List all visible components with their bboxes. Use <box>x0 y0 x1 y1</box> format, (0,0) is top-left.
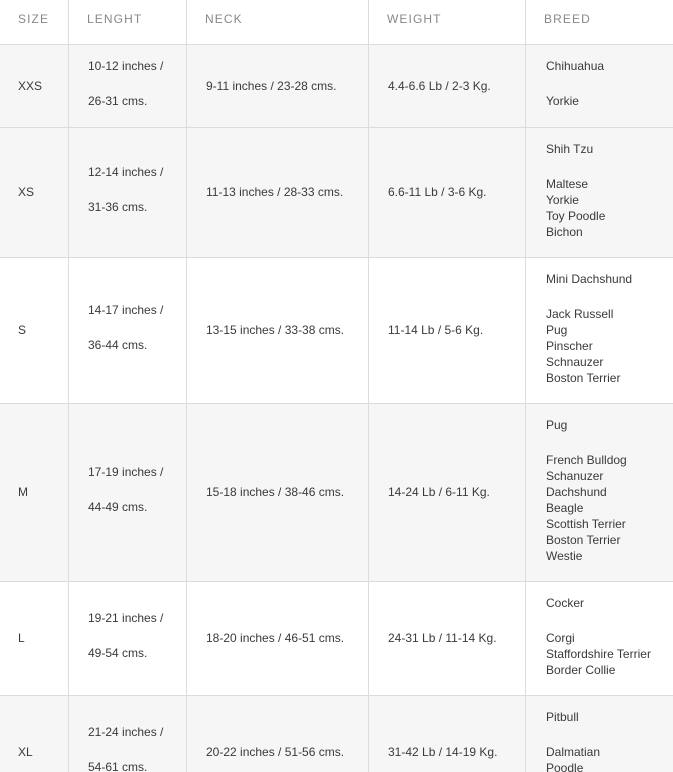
length-cell <box>69 696 187 772</box>
header-cell-neck <box>187 0 369 44</box>
length-inches: 17-19 inches / <box>88 465 164 479</box>
length-inches: 19-21 inches / <box>88 611 164 625</box>
header-cell-size <box>0 0 69 44</box>
header-length: LENGHT <box>87 12 143 26</box>
length-cms: 49-54 cms. <box>88 646 148 660</box>
breed-item: Toy Poodle <box>546 209 606 223</box>
weight-cell <box>369 404 526 581</box>
neck-value: 18-20 inches / 46-51 cms. <box>206 631 345 645</box>
neck-value: 15-18 inches / 38-46 cms. <box>206 485 345 499</box>
neck-cell <box>187 696 369 772</box>
breed-item: Westie <box>546 549 583 563</box>
breed-list <box>546 141 605 240</box>
breed-item: Dalmatian <box>546 745 601 759</box>
breed-item: Pinscher <box>546 339 593 353</box>
neck-cell <box>187 582 369 695</box>
neck-value: 11-13 inches / 28-33 cms. <box>206 185 344 199</box>
breed-list <box>546 58 604 109</box>
breed-cell <box>526 45 673 127</box>
breed-item: Shih Tzu <box>546 142 594 156</box>
breed-item: Bichon <box>546 225 583 239</box>
length-cms: 44-49 cms. <box>88 500 148 514</box>
size-value: XL <box>18 745 33 759</box>
size-cell <box>0 404 69 581</box>
length-inches: 21-24 inches / <box>88 725 164 739</box>
breed-cell <box>526 128 673 257</box>
breed-item: Mini Dachshund <box>546 272 633 286</box>
table-row <box>0 696 673 772</box>
breed-cell <box>526 404 673 581</box>
size-value: XS <box>18 185 35 199</box>
neck-value: 20-22 inches / 51-56 cms. <box>206 745 345 759</box>
weight-cell <box>369 128 526 257</box>
size-cell <box>0 582 69 695</box>
breed-list <box>546 595 651 678</box>
neck-cell <box>187 45 369 127</box>
weight-value: 14-24 Lb / 6-11 Kg. <box>388 485 490 499</box>
length-inches: 12-14 inches / <box>88 165 164 179</box>
breed-item: Scottish Terrier <box>546 517 626 531</box>
length-cell <box>69 45 187 127</box>
length-cms: 26-31 cms. <box>88 94 148 108</box>
table-row <box>0 582 673 696</box>
breed-item: Boston Terrier <box>546 533 621 547</box>
length-cell <box>69 404 187 581</box>
table-row <box>0 128 673 258</box>
header-cell-breed <box>526 0 673 44</box>
breed-list <box>546 271 632 386</box>
neck-cell <box>187 404 369 581</box>
breed-item: Cocker <box>546 596 585 610</box>
size-cell <box>0 45 69 127</box>
breed-cell <box>526 258 673 403</box>
size-cell <box>0 128 69 257</box>
length-cell <box>69 128 187 257</box>
neck-value: 9-11 inches / 23-28 cms. <box>206 79 337 93</box>
neck-cell <box>187 128 369 257</box>
weight-value: 24-31 Lb / 11-14 Kg. <box>388 631 497 645</box>
weight-cell <box>369 696 526 772</box>
weight-cell <box>369 258 526 403</box>
table-row <box>0 45 673 128</box>
breed-item: French Bulldog <box>546 453 627 467</box>
size-cell <box>0 696 69 772</box>
neck-cell <box>187 258 369 403</box>
breed-item: Jack Russell <box>546 307 614 321</box>
header-cell-length <box>69 0 187 44</box>
breed-item: Boston Terrier <box>546 371 621 385</box>
breed-item: Dachshund <box>546 485 607 499</box>
weight-cell <box>369 45 526 127</box>
breed-item: Beagle <box>546 501 584 515</box>
breed-item: Yorkie <box>546 94 579 108</box>
length-cell <box>69 582 187 695</box>
size-value: S <box>18 323 27 337</box>
size-value: XXS <box>18 79 43 93</box>
length-cms: 54-61 cms. <box>88 760 148 772</box>
breed-item: Corgi <box>546 631 575 645</box>
length-cms: 36-44 cms. <box>88 338 148 352</box>
breed-item: Poodle <box>546 761 584 772</box>
breed-cell <box>526 582 673 695</box>
header-cell-weight <box>369 0 526 44</box>
neck-value: 13-15 inches / 33-38 cms. <box>206 323 345 337</box>
weight-value: 11-14 Lb / 5-6 Kg. <box>388 323 484 337</box>
breed-item: Yorkie <box>546 193 579 207</box>
table-row <box>0 258 673 404</box>
header-breed: BREED <box>544 12 591 26</box>
breed-item: Pug <box>546 323 568 337</box>
breed-item: Chihuahua <box>546 59 605 73</box>
length-inches: 14-17 inches / <box>88 303 164 317</box>
breed-item: Staffordshire Terrier <box>546 647 651 661</box>
breed-item: Schanuzer <box>546 469 604 483</box>
size-value: M <box>18 485 28 499</box>
size-cell <box>0 258 69 403</box>
breed-list <box>546 417 627 564</box>
header-neck: NECK <box>205 12 243 26</box>
header-size: SIZE <box>18 12 50 26</box>
header-row <box>0 0 673 45</box>
weight-value: 6.6-11 Lb / 3-6 Kg. <box>388 185 487 199</box>
size-value: L <box>18 631 25 645</box>
breed-item: Schnauzer <box>546 355 604 369</box>
breed-cell <box>526 696 673 772</box>
breed-item: Pug <box>546 418 568 432</box>
table-row <box>0 404 673 582</box>
breed-item: Maltese <box>546 177 589 191</box>
length-cell <box>69 258 187 403</box>
length-inches: 10-12 inches / <box>88 59 164 73</box>
weight-value: 4.4-6.6 Lb / 2-3 Kg. <box>388 79 491 93</box>
breed-item: Border Collie <box>546 663 616 677</box>
breed-item: Pitbull <box>546 710 579 724</box>
weight-value: 31-42 Lb / 14-19 Kg. <box>388 745 498 759</box>
header-weight: WEIGHT <box>387 12 442 26</box>
weight-cell <box>369 582 526 695</box>
length-cms: 31-36 cms. <box>88 200 148 214</box>
breed-list <box>546 709 600 772</box>
